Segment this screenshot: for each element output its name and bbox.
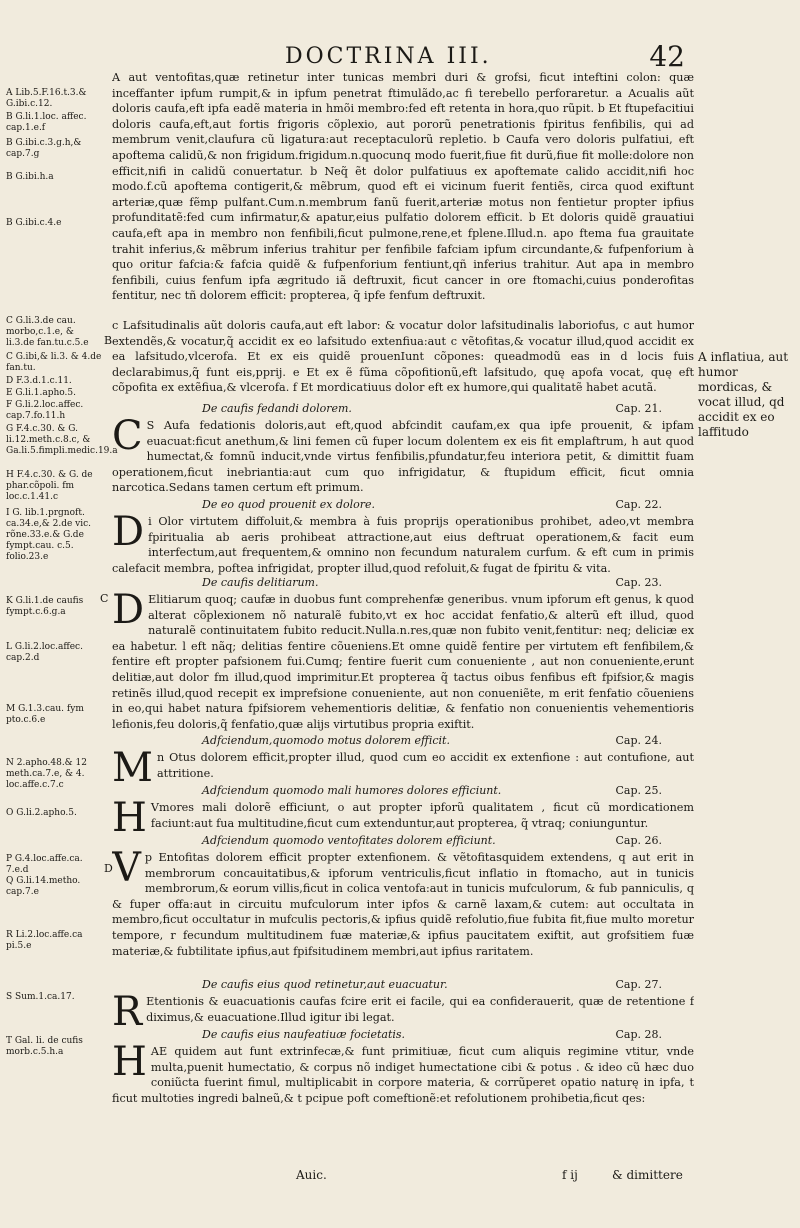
margin-note: I G. lib.1.prgnoft. ca.34.e,& 2.de vic. rõne.33.e.& G.de fympt.cau. c.5. folio.23.e xyxy=(6,508,92,562)
paragraph-text: Vmores mali dolorẽ efficiunt, o aut propter ipforũ qualitatem , ficut cũ mordicationem faciunt:aut fua multitudine,ficut cum extenduntur,aut propterea, q̃ vtraq; coniunguntur. xyxy=(150,801,694,830)
text-paragraph xyxy=(112,592,694,732)
drop-cap: C xyxy=(112,418,143,459)
running-head: DOCTRINA III. xyxy=(285,44,492,69)
paragraph-text: S Aufa fedationis doloris,aut eft,quod abfcindit caufam,ex qua ipfe prouenit, & ipfam euacuat:ficut anethum,& lini femen cũ fuper locum dolentem ex eis fit emplaftrum, h aut quod humectat,& fomnũ inducit,vnde virtus fenfibilis,pfundatur,feu interiora petit, & dimittit fuam operationem,ficut inebriantia:aut cum quo infrigidatur, & ftupidum efficit, ficut omnia narcotica.Sedans tamen certum eft primum. xyxy=(112,419,694,495)
drop-cap: D xyxy=(112,514,145,555)
paragraph-text: Etentionis & euacuationis caufas fcire erit ei facile, qui ea confiderauerit, quæ de retentione f diximus,& euacuatione.Illud igitur ibi legat. xyxy=(146,995,694,1024)
drop-cap: M xyxy=(112,750,153,782)
margin-note: P G.4.loc.affe.ca. 7.e.d xyxy=(6,854,83,875)
text-paragraph xyxy=(112,994,694,1026)
text-paragraph: c Lafsitudinalis aũt doloris caufa,aut eft labor: & vocatur dolor lafsitudinalis laboriofus, c aut humor extendẽs,& vocatur,q̃ accidit ex eo lafsitudo extenfiua:aut c vẽtofitas,& vocatur illud,quod accidit ex ea lafsitudo,vlcerofa. Et ex eis quidẽ prouenIunt cõpones: queadmodũ eas in d locis fuis declarabimus,q̃ funt eis,pprij. e Et ex ẽ fũma cõpofitionũ,eft lafsitudo, quę apofa vocat, quę eft cõpofita ex extẽfiua,& vlcerofa. f Et mordicatiuus dolor eft ex humore,qui qualitatẽ habet acutã. xyxy=(112,319,694,395)
chapter-heading xyxy=(112,498,692,514)
left-margin-notes xyxy=(0,88,118,1168)
chapter-rubric: De caufis fedandi dolorem. xyxy=(202,402,352,415)
margin-note: M G.1.3.cau. fym pto.c.6.e xyxy=(6,704,84,725)
text-paragraph xyxy=(112,850,694,976)
margin-note: B G.li.1.loc. affec. cap.1.e.f xyxy=(6,112,87,133)
chapter-heading xyxy=(112,1028,692,1044)
chapter-heading xyxy=(112,402,692,418)
chapter-number: Cap. 21. xyxy=(615,402,662,415)
chapter-heading xyxy=(112,734,692,750)
margin-note: B G.ibi.h.a xyxy=(6,172,54,182)
chapter-rubric: De caufis eius quod retinetur,aut euacuatur. xyxy=(202,978,448,991)
paragraph-text: Elitiarum quoq; caufæ in duobus funt comprehenfæ generibus. vnum ipforum eft genus, k quod alterat cõplexionem nõ naturalẽ fubito,vt ex hoc accidat fenfatio,& alterũ eft illud, quod naturalẽ continuitatem fubito reducit.Nulla.n.res,quæ non fubito venit,fentitur: neq; deliciæ ex ea habetur. l eft nãq; delitias fentire cõueniens.Et omne quidẽ fentire per virtutem eft fenfibilem,& fentire eft propter pafsionem fui.Cumq; fentire fuerit cum conueniente , aut non conueniente,erunt delitiæ,aut dolor fm illud,quod imprimitur.Et propterea q̃ tactus oibus fenfibus eft fpifsior,& magis retinẽs illud,quod recepit ex imprefsione conueniente, aut non conueniẽte, m erit fenfatio cõueniens in eo,qui habet natura fpifsiorem vehementioris delitiæ, & fenfatio non conuenientis vehementioris lefionis,feu doloris,q̃ fenfatio,quæ alijs virtutibus propria exiftit. xyxy=(112,593,694,731)
paragraph-text: AE quidem aut funt extrinfecæ,& funt primitiuæ, ficut cum aliquis regimine vtitur, vnde multa,puenit humectatio, & corpus nõ indiget humectatione cibi & potus . & ideo cũ hæc duo coniũcta fuerint fimul, multiplicabit in corpore materia, & corrũperet opatio naturę in ipfa, t ficut multoties ingredi balneũ,& t pcipue poft comeftionẽ:et refolutionem prohibetia,ficut qes: xyxy=(112,1045,694,1105)
margin-note: L G.li.2.loc.affec. cap.2.d xyxy=(6,642,83,663)
margin-note: T Gal. li. de cufis morb.c.5.h.a xyxy=(6,1036,83,1057)
text-paragraph xyxy=(112,750,694,782)
margin-note: C G.ibi,& li.3. & 4.de fan.tu. xyxy=(6,352,102,373)
chapter-rubric: De caufis eius naufeatiuæ focietatis. xyxy=(202,1028,406,1041)
margin-note: G F.4.c.30. & G. li.12.meth.c.8.c, & Ga.li.5.fimpli.medic.19.a xyxy=(6,424,118,456)
margin-note: O G.li.2.apho.5. xyxy=(6,808,77,818)
margin-note: B G.ibi.c.3.g.h,& cap.7.g xyxy=(6,138,82,159)
catchword-left: Auic. xyxy=(296,1168,327,1182)
paragraph-text: i Olor virtutem diffoluit,& membra à fuis proprijs operationibus prohibet, adeo,vt membra fpiritualia ab aeris prohibeat attractione,aut eius deftruat operationem,& facit eum interfectum,aut frequentem,& omnino non fecundum naturalem curfum. & eft cum in primis calefacit membra, poftea infrigidat, propter illud,quod refoluit,& fugat de fpiritu & vita. xyxy=(112,515,694,575)
drop-cap: V xyxy=(112,850,141,891)
margin-note: N 2.apho.48.& 12 meth.ca.7.e, & 4. loc.affe.c.7.c xyxy=(6,758,88,790)
chapter-rubric: De eo quod prouenit ex dolore. xyxy=(202,498,376,511)
text-paragraph: A aut ventofitas,quæ retinetur inter tunicas membri duri & grofsi, ficut inteftini colon: quæ inceffanter ipfum rumpit,& in ipfum penetrat ftimulãdo,ac fi terebello perforaretur. a Acualis aũt doloris caufa,eft ipfa eadẽ materia in hmõi membro:fed eft retenta in hora,quo rũpit. b Et ftupefacitiui doloris caufa,eft,aut fortis frigoris cõplexio, aut pororũ penetrationis fpiritus fenfibilis, qui ad membrum venit,claufura cũ ligatura:aut receptaculorũ repletio. b Caufa vero doloris pulfatiui, eft apoftema calidũ,& non frigidum.frigidum.n.quocunq modo fuerit,fiue fit durũ,fiue fit molle:dolore non efficit,nifi in calidũ conuertatur. b Neq̃ ẽt dolor pulfatiuus ex apoftemate calido accidit,nifi hoc modo.f.cũ apoftema contigerit,& mẽbrum, quod eft ei vicinum fuerit fentiẽs, circa quod exiftunt arteriæ,quæ fẽmp pulfant.Cum.n.membrum fanũ fuerit,arteriæ motus non fentietur propter ipfius profunditatẽ:fed cum infirmatur,& apatur,eius pulfatio dolorem efficit. b Et doloris quidẽ grauatiui caufa,eft apa in membro non fenfibili,ficut pulmone,rene,et fplene.Illud.n. apo ftema fua grauitate trahit inferius,& mẽbrum inferius trahitur per fenfibile fafciam ipfum circundante,& fufpenforium à quo oritur fafcia:& fafcia quidẽ & fufpenforium fentiunt,qñ inferius trahitur. Aut apa in membro fenfibili, cuius fenfum ipfa ægritudo iã deftruxit, ficut cancer in ore ftomachi,cuius ponderofitas fentitur, nec tñ dolorem efficit: propterea, q̃ ipfe fenfum deftruxit. xyxy=(112,71,694,303)
chapter-heading xyxy=(112,978,692,994)
chapter-rubric: Adfciendum quomodo mali humores dolores efficiunt. xyxy=(202,784,502,797)
drop-cap: H xyxy=(112,1044,147,1085)
margin-note: A Lib.5.F.16.t.3.& G.ibi.c.12. xyxy=(6,88,87,109)
margin-note: E G.li.1.apho.5. xyxy=(6,388,76,398)
catchword-right: & dimittere xyxy=(612,1168,683,1182)
drop-cap: H xyxy=(112,800,147,832)
text-paragraph xyxy=(112,1044,694,1106)
chapter-heading xyxy=(112,576,692,592)
chapter-number: Cap. 22. xyxy=(615,498,662,511)
paragraph-text: p Entofitas dolorem efficit propter extenfionem. & vẽtofitasquidem extendens, q aut erit in membrorum concauitatibus,& ipforum ventriculis,ficut inflatio in ftomacho, aut in tunicis membrorum,& eorum villis,ficut in colica ventofa:aut in tunicis mufculorum, & fub panniculis, q & fuper offa:aut in circuitu mufculorum inter ipfos & carnẽ laxam,& cutem: aut occultata in membro,ficut occultatur in mufculis pectoris,& ipfius quidẽ refolutio,fiue fubita fit,fiue multo moretur tempore, r fecundum multitudinem fuæ materiæ,& ipfius paucitatem exiftit, aut grofsitiem fuæ materiæ,& fubtilitate ipfius,aut fpifsitudinem membri,aut ipfius raritatem. xyxy=(112,851,694,958)
right-margin-note: A inflatiua, aut humor mordicas, & vocat illud, qd accidit ex eo laffitudo xyxy=(698,350,789,439)
text-paragraph xyxy=(112,514,694,576)
chapter-number: Cap. 25. xyxy=(615,784,662,797)
margin-note: S Sum.1.ca.17. xyxy=(6,992,75,1002)
margin-letter: C xyxy=(100,592,109,605)
chapter-number: Cap. 28. xyxy=(615,1028,662,1041)
chapter-number: Cap. 26. xyxy=(615,834,662,847)
signature-mark: f ij xyxy=(562,1168,578,1182)
margin-note: B G.ibi.c.4.e xyxy=(6,218,62,228)
text-paragraph xyxy=(112,418,694,496)
drop-cap: D xyxy=(112,592,145,633)
chapter-rubric: Adfciendum,quomodo motus dolorem efficit. xyxy=(202,734,450,747)
margin-note: R Li.2.loc.affe.ca pi.5.e xyxy=(6,930,83,951)
chapter-heading xyxy=(112,834,692,850)
chapter-number: Cap. 27. xyxy=(615,978,662,991)
margin-note: D F.3.d.1.c.11. xyxy=(6,376,72,386)
drop-cap: R xyxy=(112,994,143,1026)
paragraph-text: n Otus dolorem efficit,propter illud, quod cum eo accidit ex extenfione : aut contufione, aut attritione. xyxy=(156,751,694,780)
chapter-number: Cap. 23. xyxy=(615,576,662,589)
chapter-heading xyxy=(112,784,692,800)
margin-note: Q G.li.14.metho. cap.7.e xyxy=(6,876,81,897)
margin-note: F G.li.2.loc.affec. cap.7.fo.11.h xyxy=(6,400,84,421)
text-paragraph xyxy=(112,800,694,832)
margin-letter: D xyxy=(104,862,113,875)
folio-number: 42 xyxy=(649,40,685,73)
chapter-rubric: Adfciendum quomodo ventofitates dolorem efficiunt. xyxy=(202,834,496,847)
chapter-rubric: De caufis delitiarum. xyxy=(202,576,319,589)
margin-note: H F.4.c.30. & G. de phar.cõpoli. fm loc.c.1.41.c xyxy=(6,470,93,502)
margin-letter: B xyxy=(104,334,113,347)
margin-note: K G.li.1.de caufis fympt.c.6.g.a xyxy=(6,596,84,617)
right-margin xyxy=(698,88,798,988)
margin-note: C G.li.3.de cau. morbo,c.1.e, & li.3.de fan.tu.c.5.e xyxy=(6,316,89,348)
chapter-number: Cap. 24. xyxy=(615,734,662,747)
